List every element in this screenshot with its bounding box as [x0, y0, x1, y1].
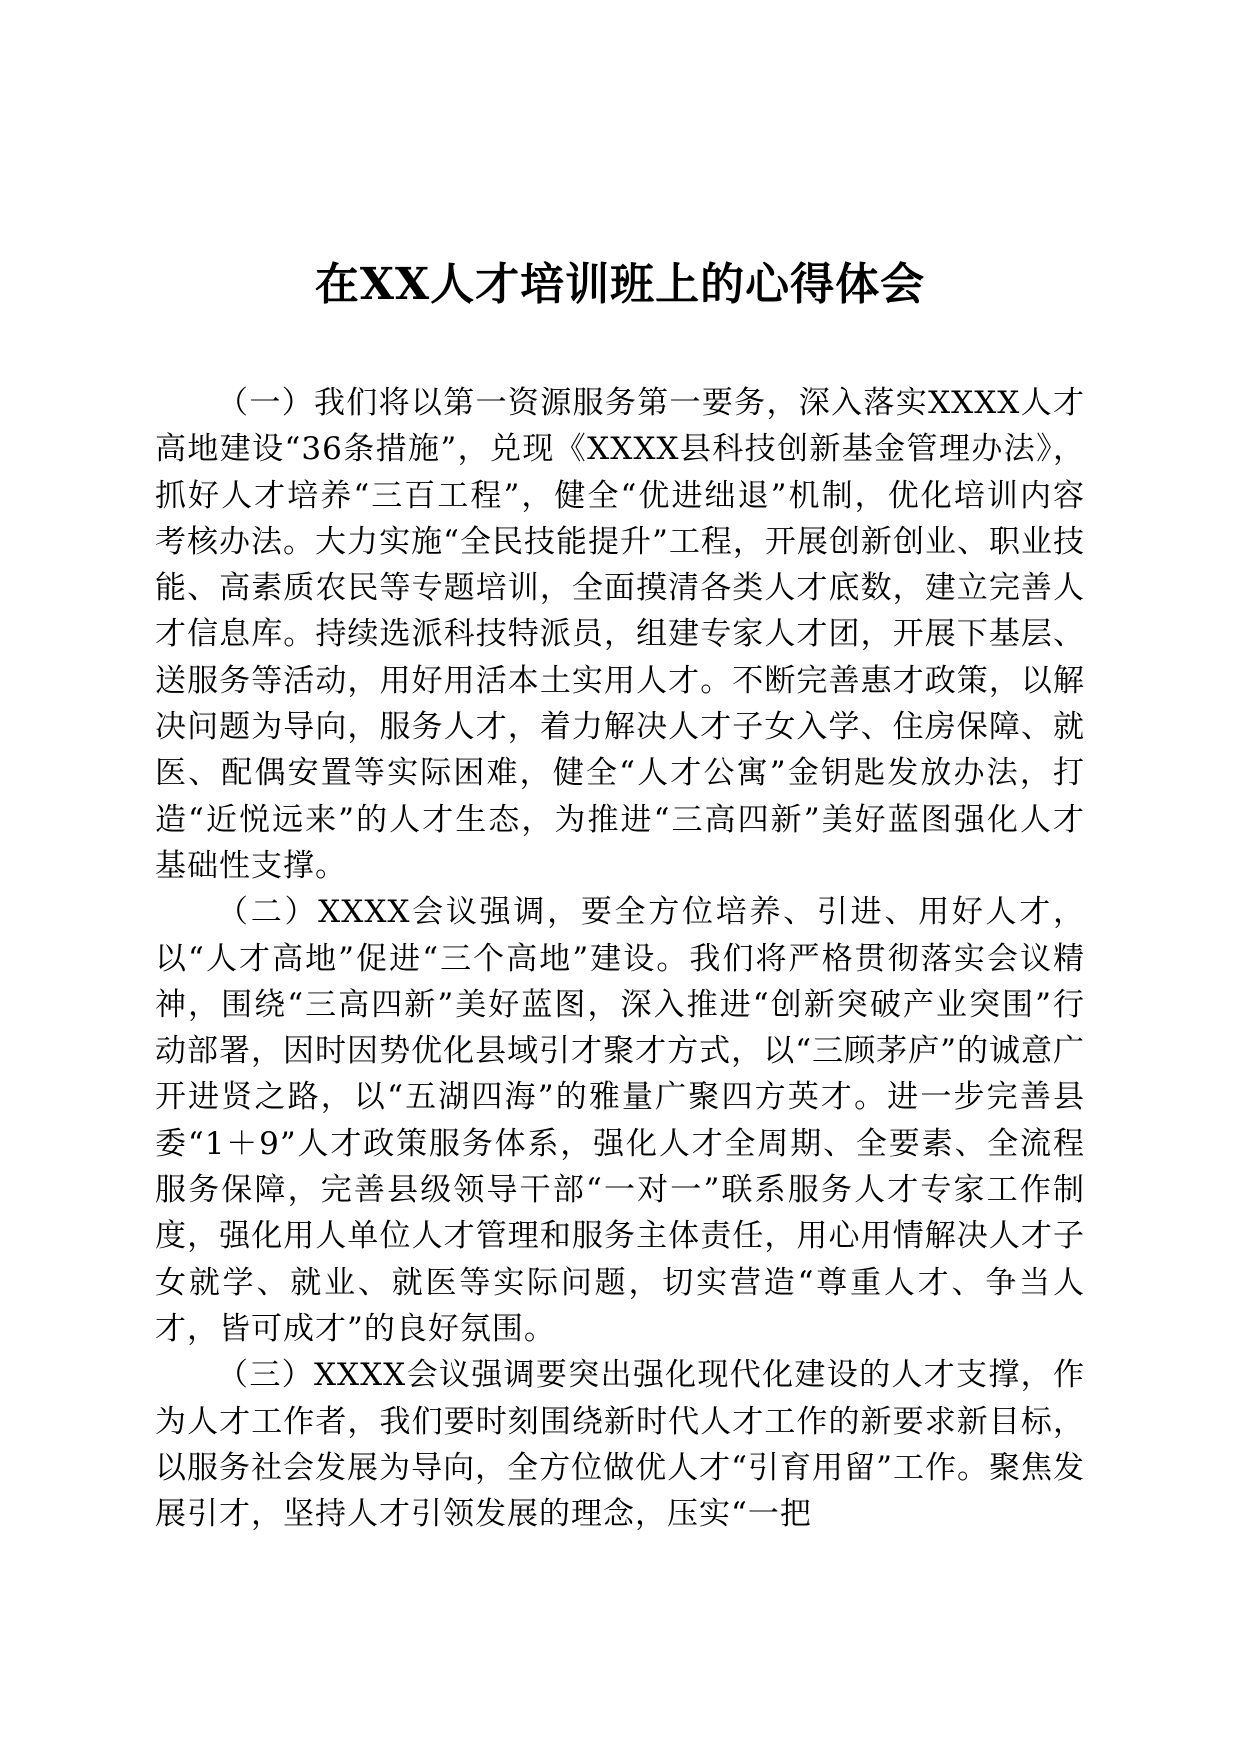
document-body — [155, 380, 1085, 1537]
paragraph-3: （三）XXXX会议强调要突出强化现代化建设的人才支撑，作为人才工作者，我们要时刻围绕新时代人才工作的新要求新目标，以服务社会发展为导向，全方位做优人才“引育用留”工作。聚焦发展引才，坚持人才引领发展的理念，压实“一把 — [155, 1357, 1085, 1533]
document-title: 在XX人才培训班上的心得体会 — [314, 259, 926, 310]
paragraph-1: （一）我们将以第一资源服务第一要务，深入落实XXXX人才高地建设“36条措施”，兑现《XXXX县科技创新基金管理办法》，抓好人才培养“三百工程”，健全“优进绌退”机制，优化培训内容考核办法。大力实施“全民技能提升”工程，开展创新创业、职业技能、高素质农民等专题培训，全面摸清各类人才底数，建立完善人才信息库。持续选派科技特派员，组建专家人才团，开展下基层、送服务等活动，用好用活本土实用人才。不断完善惠才政策，以解决问题为导向，服务人才，着力解决人才子女入学、住房保障、就医、配偶安置等实际困难，健全“人才公寓”金钥匙发放办法，打造“近悦远来”的人才生态，为推进“三高四新”美好蓝图强化人才基础性支撑。 — [155, 385, 1085, 884]
paragraph-2: （二）XXXX会议强调，要全方位培养、引进、用好人才，以“人才高地”促进“三个高地”建设。我们将严格贯彻落实会议精神，围绕“三高四新”美好蓝图，深入推进“创新突破产业突围”行动部署，因时因势优化县域引才聚才方式，以“三顾茅庐”的诚意广开进贤之路，以“五湖四海”的雅量广聚四方英才。进一步完善县委“1＋9”人才政策服务体系，强化人才全周期、全要素、全流程服务保障，完善县级领导干部“一对一”联系服务人才专家工作制度，强化用人单位人才管理和服务主体责任，用心用情解决人才子女就学、就业、就医等实际问题，切实营造“尊重人才、争当人才，皆可成才”的良好氛围。 — [155, 894, 1085, 1347]
